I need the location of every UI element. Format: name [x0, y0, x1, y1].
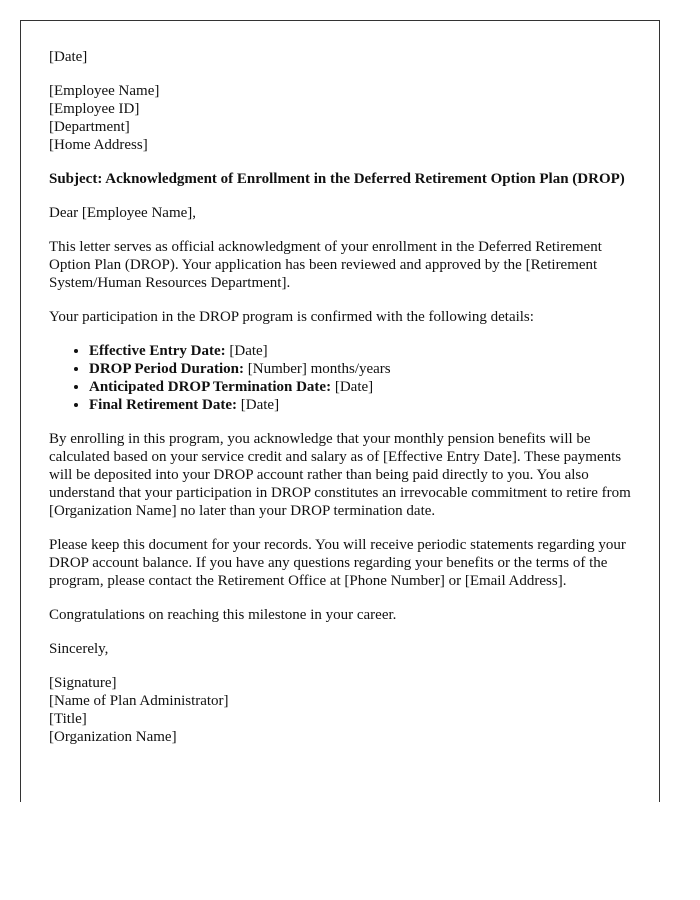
signature-line: [Signature]: [49, 675, 117, 691]
signature-title: [Title]: [49, 711, 87, 727]
recipient-id: [Employee ID]: [49, 101, 140, 117]
letter-page: [20, 20, 660, 802]
detail-item-retirement-date: [89, 396, 639, 414]
congratulations-paragraph: Congratulations on reaching this milestone in your career.: [49, 607, 397, 623]
recipient-name: [Employee Name]: [49, 83, 160, 99]
detail-value: [Number] months/years: [244, 361, 391, 377]
letter-date: [Date]: [49, 49, 88, 65]
acknowledgment-paragraph: By enrolling in this program, you acknowledge that your monthly pension benefits will be calculated based on your service credit and salary as of [Effective Entry Date]. These payments will be deposited into your DROP account rather than being paid directly to you. You also understand that your participation in DROP constitutes an irrevocable commitment to retire from [Organization Name] no later than your DROP termination date.: [49, 431, 631, 519]
detail-item-entry-date: [89, 342, 639, 360]
recipient-address: [Home Address]: [49, 137, 148, 153]
detail-item-termination-date: [89, 378, 639, 396]
signature-organization: [Organization Name]: [49, 729, 177, 745]
closing: Sincerely,: [49, 641, 109, 657]
records-paragraph: Please keep this document for your records. You will receive periodic statements regarding your DROP account balance. If you have any questions regarding your benefits or the terms of the program, please contact the Retirement Office at [Phone Number] or [Email Address].: [49, 537, 626, 589]
detail-value: [Date]: [237, 397, 280, 413]
letter-subject: Subject: Acknowledgment of Enrollment in the Deferred Retirement Option Plan (DROP): [49, 171, 625, 187]
detail-label: Final Retirement Date:: [89, 397, 238, 413]
detail-value: [Date]: [225, 343, 268, 359]
intro-paragraph: This letter serves as official acknowledgment of your enrollment in the Deferred Retirement Option Plan (DROP). Your application has been reviewed and approved by the [Retirement System/Human Resources Department].: [49, 239, 602, 291]
signature-block: [49, 674, 639, 746]
details-intro-paragraph: Your participation in the DROP program is confirmed with the following details:: [49, 309, 534, 325]
signature-name: [Name of Plan Administrator]: [49, 693, 229, 709]
detail-label: DROP Period Duration:: [89, 361, 244, 377]
letter-content: [49, 48, 639, 762]
detail-label: Anticipated DROP Termination Date:: [89, 379, 332, 395]
details-list: [49, 342, 639, 414]
detail-item-period-duration: [89, 360, 639, 378]
recipient-block: [49, 82, 639, 154]
detail-label: Effective Entry Date:: [89, 343, 226, 359]
recipient-department: [Department]: [49, 119, 130, 135]
salutation: Dear [Employee Name],: [49, 205, 197, 221]
detail-value: [Date]: [331, 379, 374, 395]
